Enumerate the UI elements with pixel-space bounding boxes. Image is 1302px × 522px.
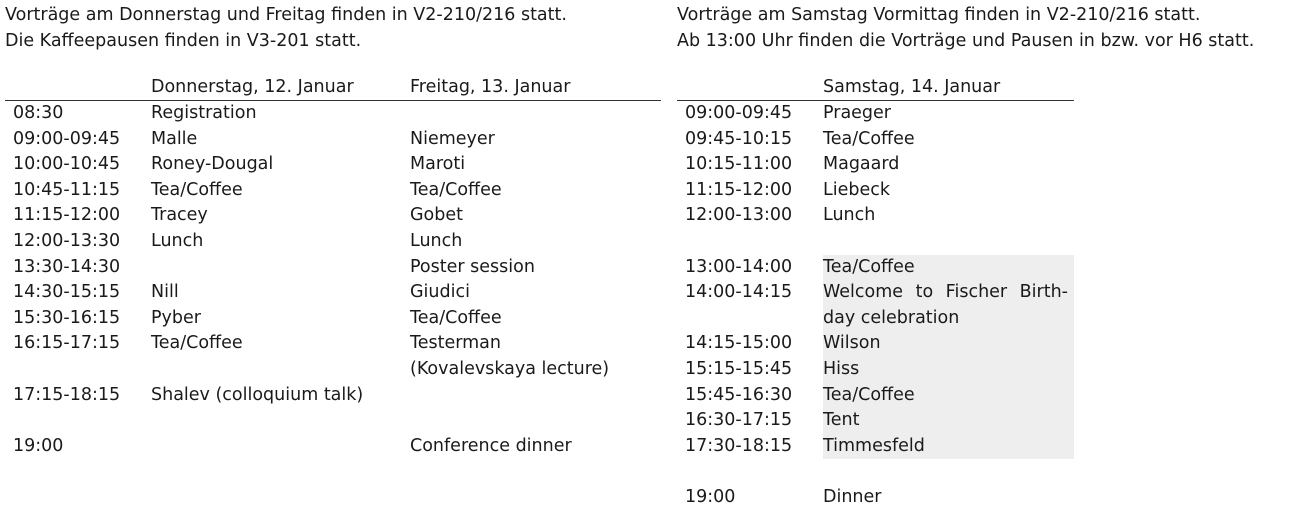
time-cell: 19:00 [13, 435, 64, 456]
time-cell: 10:00-10:45 [13, 154, 121, 175]
table-row [677, 203, 1297, 229]
time-cell: 14:15-15:00 [685, 333, 793, 354]
friday-cell: Lunch [410, 230, 463, 251]
saturday-cell [823, 229, 1074, 255]
table-row [677, 306, 1297, 332]
saturday-cell: Timmesfeld [823, 434, 1074, 460]
time-cell: 14:00-14:15 [685, 282, 793, 303]
table-row [5, 434, 665, 460]
friday-cell: Tea/Coffee [410, 179, 502, 200]
friday-cell: Gobet [410, 205, 464, 226]
table-row [5, 101, 665, 127]
table-row [677, 434, 1297, 460]
table-row [5, 331, 665, 357]
thursday-cell: Tea/Coffee [151, 333, 243, 354]
table-header [5, 75, 661, 101]
word: Fischer [945, 282, 1008, 303]
friday-cell: Conference dinner [410, 435, 572, 456]
friday-cell [410, 383, 660, 409]
friday-cell [410, 408, 660, 434]
time-cell: 10:45-11:15 [13, 179, 121, 200]
header-thursday: Donnerstag, 12. Januar [151, 77, 354, 97]
saturday-cell [823, 459, 1074, 485]
time-cell: 13:30-14:30 [13, 256, 121, 277]
saturday-cell: Wilson [823, 331, 1074, 357]
header-time [677, 75, 823, 100]
thursday-cell [151, 408, 410, 434]
table-row [5, 280, 665, 306]
table-header [677, 75, 1074, 101]
time-cell: 11:15-12:00 [13, 205, 121, 226]
saturday-cell: Tea/Coffee [823, 255, 1074, 281]
time-cell: 10:15-11:00 [685, 154, 793, 175]
table-body [677, 101, 1297, 511]
table-row [677, 357, 1297, 383]
time-cell: 09:00-09:45 [13, 128, 121, 149]
table-row [5, 152, 665, 178]
table-row [5, 357, 665, 383]
saturday-cell: Lunch [823, 205, 876, 226]
table-row [677, 255, 1297, 281]
friday-cell: Maroti [410, 154, 466, 175]
table-row [677, 331, 1297, 357]
time-cell: 15:15-15:45 [685, 358, 793, 379]
time-cell: 12:00-13:30 [13, 230, 121, 251]
table-body [5, 101, 665, 459]
saturday-cell: Praeger [823, 103, 892, 123]
time-cell: 08:30 [13, 103, 64, 123]
saturday-cell: Liebeck [823, 179, 891, 200]
saturday-cell: Hiss [823, 357, 1074, 383]
saturday-cell: Magaard [823, 154, 900, 175]
thursday-cell: Roney-Dougal [151, 154, 274, 175]
time-cell [5, 408, 151, 434]
time-cell [5, 357, 151, 383]
table-row [677, 383, 1297, 409]
time-cell [677, 306, 823, 332]
intro-text [677, 3, 1297, 55]
saturday-cell: Tent [823, 408, 1074, 434]
table-row [677, 101, 1297, 127]
time-cell: 16:30-17:15 [685, 410, 793, 431]
friday-cell: Niemeyer [410, 128, 495, 149]
thursday-cell: Tea/Coffee [151, 179, 243, 200]
table-row [677, 459, 1297, 485]
thursday-cell: Shalev (colloquium talk) [151, 384, 364, 405]
table-row [5, 178, 665, 204]
thursday-cell: Lunch [151, 230, 204, 251]
time-cell: 13:00-14:00 [685, 256, 793, 277]
friday-cell: Testerman [410, 333, 501, 354]
table-row [677, 127, 1297, 153]
table-row [5, 408, 665, 434]
table-row [5, 383, 665, 409]
time-cell: 09:45-10:15 [685, 128, 793, 149]
header-time [5, 75, 151, 100]
time-cell [677, 459, 823, 485]
time-cell: 17:30-18:15 [685, 435, 793, 456]
saturday-schedule [677, 3, 1297, 511]
thursday-cell [151, 434, 410, 460]
thursday-cell [151, 357, 410, 383]
word: to [915, 282, 934, 303]
saturday-cell: Dinner [823, 486, 882, 507]
friday-cell: Poster session [410, 256, 535, 277]
intro-line: Vorträge am Donnerstag und Freitag finden in V2-210/216 statt. [5, 5, 567, 25]
intro-line: Die Kaffeepausen finden in V3-201 statt. [5, 31, 362, 51]
time-cell: 15:30-16:15 [13, 307, 121, 328]
time-cell: 09:00-09:45 [685, 103, 793, 123]
friday-cell: Tea/Coffee [410, 307, 502, 328]
friday-cell [410, 101, 660, 127]
friday-cell: (Kovalevskaya lecture) [410, 358, 610, 379]
table-row [5, 306, 665, 332]
thursday-cell: Pyber [151, 307, 201, 328]
time-cell: 16:15-17:15 [13, 333, 121, 354]
saturday-cell [823, 280, 1074, 306]
word: Welcome [823, 282, 904, 303]
thursday-cell: Nill [151, 282, 179, 303]
word: Birth- [1019, 282, 1068, 303]
thursday-cell [151, 255, 410, 281]
time-cell: 15:45-16:30 [685, 384, 793, 405]
table-row [677, 485, 1297, 511]
intro-line: Ab 13:00 Uhr finden die Vorträge und Pausen in bzw. vor H6 statt. [677, 31, 1255, 51]
time-cell: 11:15-12:00 [685, 179, 793, 200]
table-row [5, 229, 665, 255]
table-row [677, 152, 1297, 178]
header-friday: Freitag, 13. Januar [410, 77, 571, 97]
table-row [5, 127, 665, 153]
table-row [677, 178, 1297, 204]
thursday-friday-schedule [5, 3, 665, 459]
time-cell: 14:30-15:15 [13, 282, 121, 303]
saturday-cell: day celebration [823, 306, 1074, 332]
intro-text [5, 3, 665, 55]
table-row [677, 408, 1297, 434]
intro-line: Vorträge am Samstag Vormittag finden in V2-210/216 statt. [677, 5, 1201, 25]
header-saturday: Samstag, 14. Januar [823, 77, 1001, 97]
table-row [5, 255, 665, 281]
time-cell: 17:15-18:15 [13, 384, 121, 405]
table-row [677, 280, 1297, 306]
thursday-cell: Registration [151, 103, 257, 123]
friday-cell: Giudici [410, 282, 470, 303]
time-cell [677, 229, 823, 255]
saturday-cell: Tea/Coffee [823, 383, 1074, 409]
thursday-cell: Tracey [151, 205, 208, 226]
time-cell: 12:00-13:00 [685, 205, 793, 226]
saturday-cell: Tea/Coffee [823, 128, 915, 149]
time-cell: 19:00 [685, 486, 736, 507]
table-row [677, 229, 1297, 255]
table-row [5, 203, 665, 229]
thursday-cell: Malle [151, 128, 198, 149]
